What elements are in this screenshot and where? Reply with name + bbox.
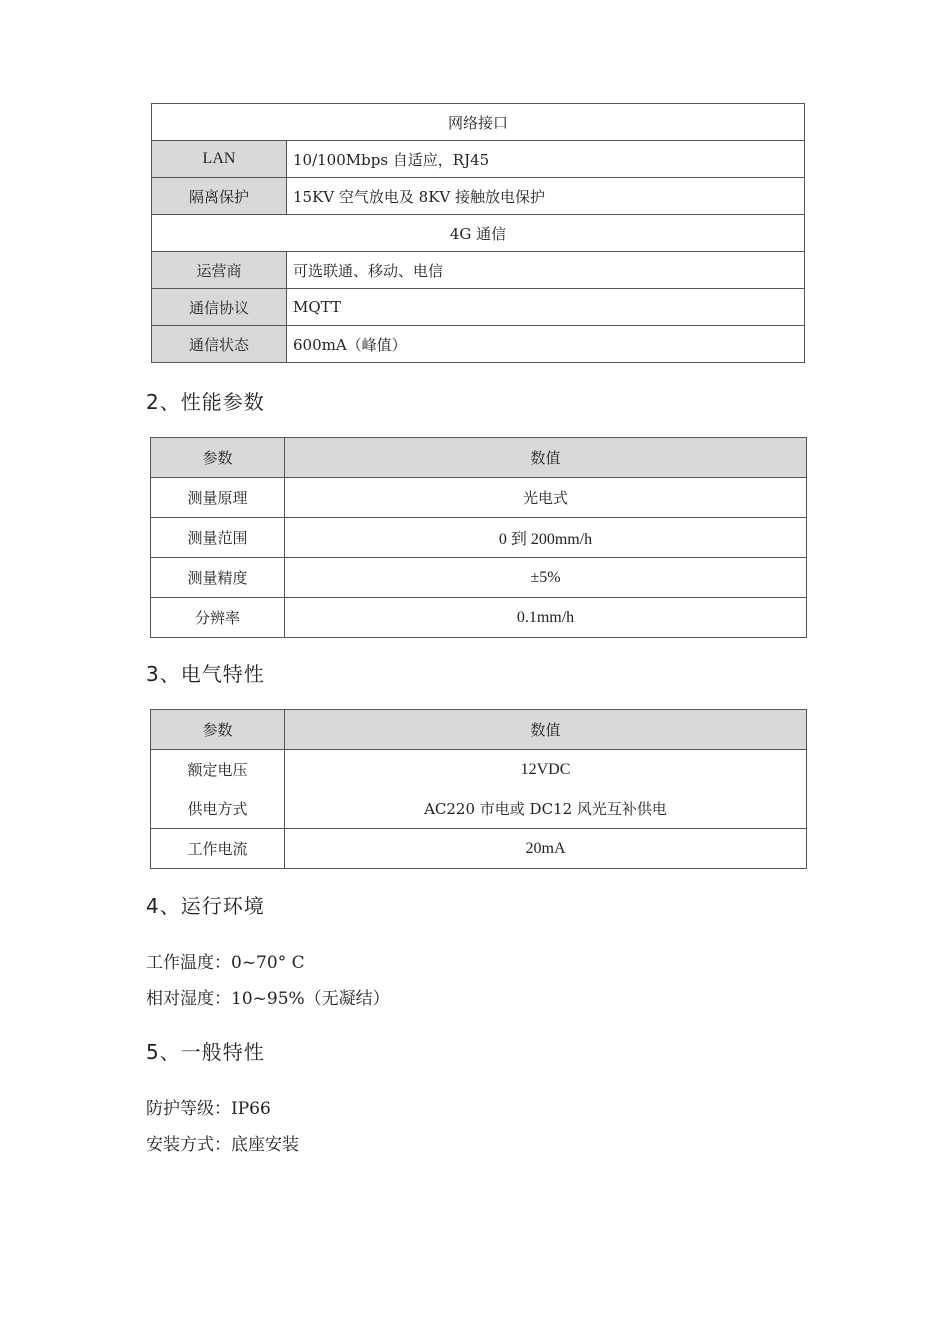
row-value-current: 20mA xyxy=(285,829,807,869)
row-label-lan: LAN xyxy=(152,141,287,178)
row-label-status: 通信状态 xyxy=(152,326,287,363)
header-value: 数值 xyxy=(285,438,807,478)
performance-table xyxy=(150,437,807,638)
row-value-principle: 光电式 xyxy=(285,478,807,518)
heading-environment: 4、运行环境 xyxy=(146,894,265,918)
electrical-table xyxy=(150,709,807,869)
section-title-network: 网络接口 xyxy=(152,104,805,141)
row-label-isolation: 隔离保护 xyxy=(152,178,287,215)
header-value: 数值 xyxy=(285,710,807,750)
row-value-isolation: 15KV 空气放电及 8KV 接触放电保护 xyxy=(287,178,805,215)
row-label-protocol: 通信协议 xyxy=(152,289,287,326)
heading-electrical: 3、电气特性 xyxy=(146,662,265,686)
heading-general: 5、一般特性 xyxy=(146,1040,265,1064)
row-label-rated-voltage: 额定电压 xyxy=(151,750,285,790)
header-param: 参数 xyxy=(151,438,285,478)
general-mounting: 安装方式：底座安装 xyxy=(146,1135,299,1155)
row-label-carrier: 运营商 xyxy=(152,252,287,289)
row-label-accuracy: 测量精度 xyxy=(151,558,285,598)
heading-performance: 2、性能参数 xyxy=(146,390,265,414)
row-value-protocol: MQTT xyxy=(287,289,805,326)
row-value-status: 600mA（峰值） xyxy=(287,326,805,363)
env-humidity: 相对湿度：10~95%（无凝结） xyxy=(146,989,390,1009)
row-label-range: 测量范围 xyxy=(151,518,285,558)
row-value-range: 0 到 200mm/h xyxy=(285,518,807,558)
row-label-principle: 测量原理 xyxy=(151,478,285,518)
section-title-4g: 4G 通信 xyxy=(152,215,805,252)
row-label-current: 工作电流 xyxy=(151,829,285,869)
row-value-rated-voltage: 12VDC xyxy=(285,750,807,790)
row-value-lan: 10/100Mbps 自适应，RJ45 xyxy=(287,141,805,178)
row-value-accuracy: ±5% xyxy=(285,558,807,598)
general-protection: 防护等级：IP66 xyxy=(146,1099,271,1119)
header-param: 参数 xyxy=(151,710,285,750)
row-value-power-supply: AC220 市电或 DC12 风光互补供电 xyxy=(285,789,807,829)
row-value-resolution: 0.1mm/h xyxy=(285,598,807,638)
row-label-power-supply: 供电方式 xyxy=(151,789,285,829)
env-temperature: 工作温度：0~70° C xyxy=(146,953,305,973)
network-interface-table xyxy=(151,103,805,363)
row-label-resolution: 分辨率 xyxy=(151,598,285,638)
row-value-carrier: 可选联通、移动、电信 xyxy=(287,252,805,289)
